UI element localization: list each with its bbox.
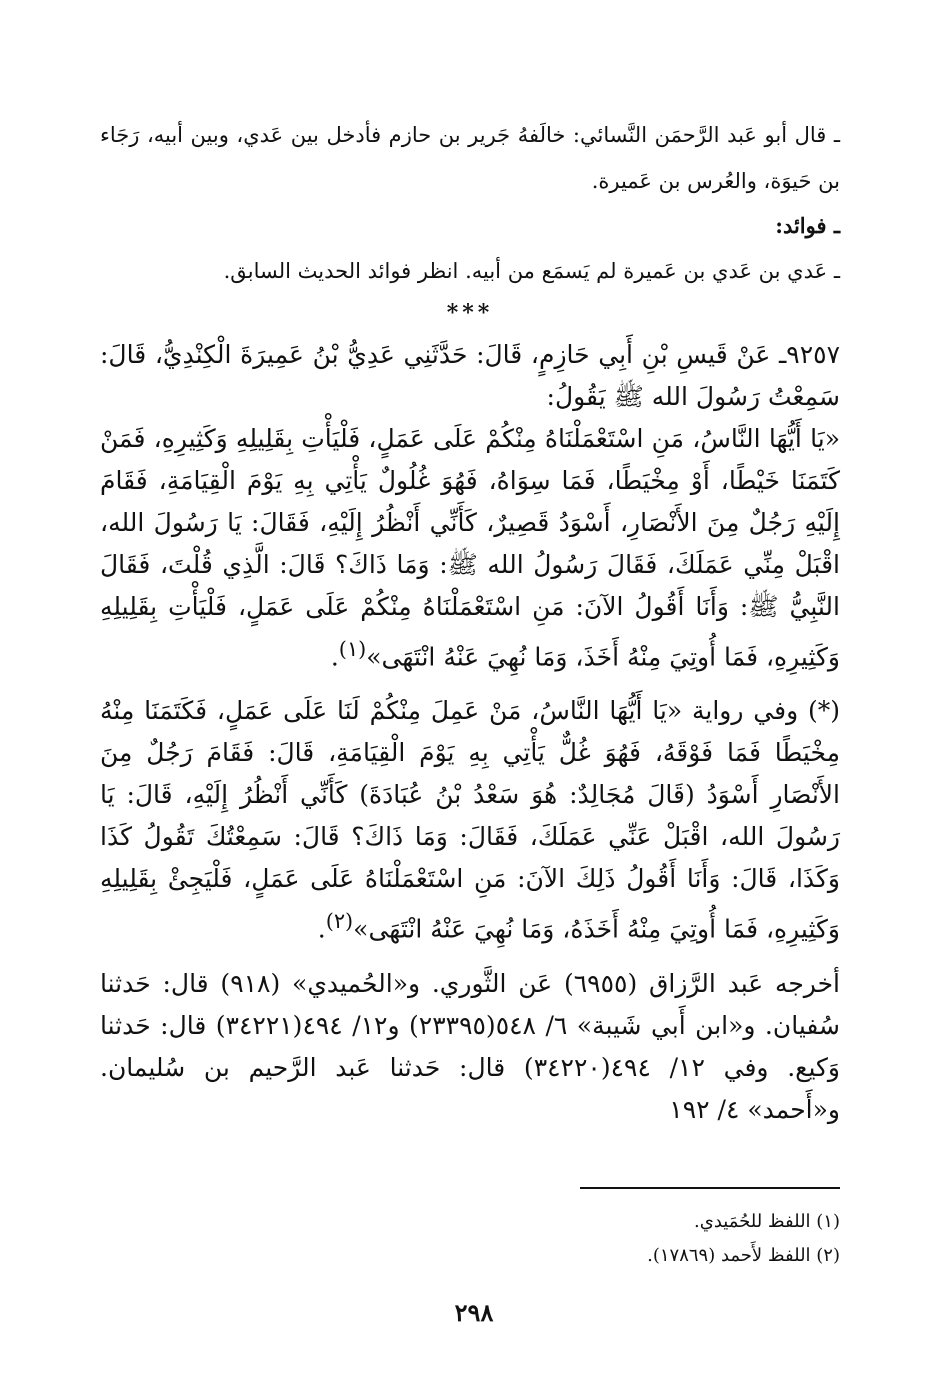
page-number: ٢٩٨ (454, 1298, 494, 1327)
footnote-ref-1: (١) (338, 637, 367, 661)
hadith-isnad (100, 334, 840, 418)
nasai-comment: ـ قال أبو عَبد الرَّحمَن النَّسائي: خالَفهُ جَرير بن حازم فأدخل بين عَدي، وبين أبيه، رَجَاء بن حَيوَة، والعُرس بن عَميرة. (100, 123, 840, 193)
footnote-1: (١) اللفظ للحُمَيدي. (694, 1211, 840, 1232)
footnote-divider (580, 1187, 840, 1189)
hadith-isnad-text: عَنْ قَيسِ بْنِ أَبِي حَازِمٍ، قَالَ: حَدَّثَنِي عَدِيُّ بْنُ عَمِيرَةَ الْكِنْدِيُّ، قَالَ: سَمِعْتُ رَسُولَ الله ﷺ يَقُولُ: (100, 340, 840, 411)
riwaya-paragraph: (*) وفي رواية «يَا أَيُّهَا النَّاسُ، مَنْ عَمِلَ مِنْكُمْ لَنَا عَلَى عَمَلٍ، فَكَتَمَنَا مِنْهُ مِخْيَطًا فَمَا فَوْقَهُ، فَهُوَ غُلٌّ يَأْتِي بِهِ يَوْمَ الْقِيَامَةِ، قَالَ: فَقَامَ رَجُلٌ مِنَ الأَنْصَارِ أَسْوَدُ (قَالَ مُجَالِدٌ: هُوَ سَعْدُ بْنُ عُبَادَةَ) كَأَنِّي أَنْظُرُ إِلَيْهِ، قَالَ: يَا رَسُولَ الله، اقْبَلْ عَنِّي عَمَلَكَ، فَقَالَ: وَمَا ذَاكَ؟ قَالَ: سَمِعْتُكَ تَقُولُ كَذَا وَكَذَا، قَالَ: وَأَنَا أَقُولُ ذَلِكَ الآنَ: مَنِ اسْتَعْمَلْنَاهُ عَلَى عَمَلٍ، فَلْيَجِئْ بِقَلِيلِهِ وَكَثِيرِهِ، فَمَا أُوتِيَ مِنْهُ أَخَذَهُ، وَمَا نُهِيَ عَنْهُ انْتَهَى»$^{(٢)}$. (100, 696, 840, 944)
footnotes (100, 1205, 840, 1273)
footnote-2: (٢) اللفظ لأَحمد (١٧٨٦٩). (647, 1245, 840, 1266)
fawaid-text: ـ عَدي بن عَدي بن عَميرة لم يَسمَع من أبيه. انظر فوائد الحديث السابق. (223, 259, 840, 283)
section-separator: *** (446, 300, 494, 326)
hadith-matn: «يَا أَيُّهَا النَّاسُ، مَنِ اسْتَعْمَلْنَاهُ مِنْكُمْ عَلَى عَمَلٍ، فَلْيَأْتِ بِقَلِيلِهِ وَكَثِيرِهِ، فَمَنْ كَتَمَنَا خَيْطًا، أَوْ مِخْيَطًا، فَمَا سِوَاهُ، فَهُوَ غُلُولٌ يَأْتِي بِهِ يَوْمَ الْقِيَامَةِ، فَقَامَ إِلَيْهِ رَجُلٌ مِنَ الأَنْصَارِ، أَسْوَدُ قَصِيرٌ، كَأَنِّي أَنْظُرُ إِلَيْهِ، فَقَالَ: يَا رَسُولَ الله، اقْبَلْ مِنِّي عَمَلَكَ، فَقَالَ رَسُولُ الله ﷺ: وَمَا ذَاكَ؟ قَالَ: الَّذِي قُلْتَ، فَقَالَ النَّبِيُّ ﷺ: وَأَنَا أَقُولُ الآنَ: مَنِ اسْتَعْمَلْنَاهُ مِنْكُمْ عَلَى عَمَلٍ، فَلْيَأْتِ بِقَلِيلِهِ وَكَثِيرِهِ، فَمَا أُوتِيَ مِنْهُ أَخَذَ، وَمَا نُهِيَ عَنْهُ انْتَهَى»$^{(١)}$. (100, 424, 840, 672)
page-body (100, 112, 840, 1131)
footnote-ref-2: (٢) (325, 909, 354, 934)
riwaya-text: (*) وفي رواية «يَا أَيُّهَا النَّاسُ، مَنْ عَمِلَ مِنْكُمْ لَنَا عَلَى عَمَلٍ، فَكَتَمَنَا مِنْهُ مِخْيَطًا فَمَا فَوْقَهُ، فَهُوَ غُلٌّ يَأْتِي بِهِ يَوْمَ الْقِيَامَةِ، قَالَ: فَقَامَ رَجُلٌ مِنَ الأَنْصَارِ أَسْوَدُ (قَالَ مُجَالِدٌ: هُوَ سَعْدُ بْنُ عُبَادَةَ) كَأَنِّي أَنْظُرُ إِلَيْهِ، قَالَ: يَا رَسُولَ الله، اقْبَلْ عَنِّي عَمَلَكَ، فَقَالَ: وَمَا ذَاكَ؟ قَالَ: سَمِعْتُكَ تَقُولُ كَذَا وَكَذَا، قَالَ: وَأَنَا أَقُولُ ذَلِكَ الآنَ: مَنِ اسْتَعْمَلْنَاهُ عَلَى عَمَلٍ، فَلْيَجِئْ بِقَلِيلِهِ وَكَثِيرِهِ، فَمَا أُوتِيَ مِنْهُ أَخَذَهُ، وَمَا نُهِيَ عَنْهُ انْتَهَى» (100, 696, 840, 944)
hadith-matn-text: «يَا أَيُّهَا النَّاسُ، مَنِ اسْتَعْمَلْنَاهُ مِنْكُمْ عَلَى عَمَلٍ، فَلْيَأْتِ بِقَلِيلِهِ وَكَثِيرِهِ، فَمَنْ كَتَمَنَا خَيْطًا، أَوْ مِخْيَطًا، فَمَا سِوَاهُ، فَهُوَ غُلُولٌ يَأْتِي بِهِ يَوْمَ الْقِيَامَةِ، فَقَامَ إِلَيْهِ رَجُلٌ مِنَ الأَنْصَارِ، أَسْوَدُ قَصِيرٌ، كَأَنِّي أَنْظُرُ إِلَيْهِ، فَقَالَ: يَا رَسُولَ الله، اقْبَلْ مِنِّي عَمَلَكَ، فَقَالَ رَسُولُ الله ﷺ: وَمَا ذَاكَ؟ قَالَ: الَّذِي قُلْتَ، فَقَالَ النَّبِيُّ ﷺ: وَأَنَا أَقُولُ الآنَ: مَنِ اسْتَعْمَلْنَاهُ مِنْكُمْ عَلَى عَمَلٍ، فَلْيَأْتِ بِقَلِيلِهِ وَكَثِيرِهِ، فَمَا أُوتِيَ مِنْهُ أَخَذَ، وَمَا نُهِيَ عَنْهُ انْتَهَى» (100, 424, 840, 672)
hadith-number: ٩٢٥٧ـ (778, 340, 841, 369)
fawaid-heading: ـ فوائد: (775, 213, 840, 238)
takhrij-paragraph: أخرجه عَبد الرَّزاق (٦٩٥٥) عَن الثَّوري. و«الحُميدي» (٩١٨) قال: حَدثنا سُفيان. و«ابن أَبي شَيبة» ٦/ ٥٤٨(٢٣٣٩٥) و١٢/ ٤٩٤(٣٤٢٢١) قال: حَدثنا وَكيع. وفي ١٢/ ٤٩٤(٣٤٢٢٠) قال: حَدثنا عَبد الرَّحيم بن سُليمان. و«أَحمد» ٤/ ١٩٢ (100, 968, 840, 1124)
